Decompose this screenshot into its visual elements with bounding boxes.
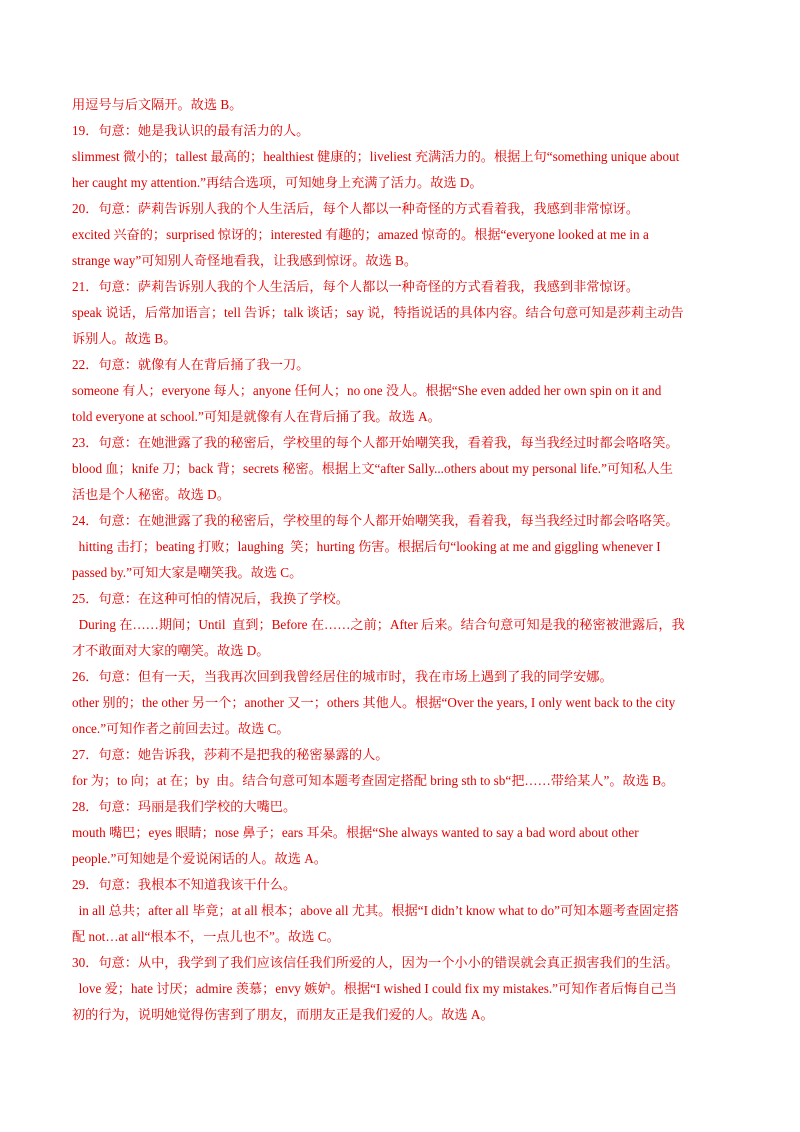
text-line: 27．句意：她告诉我，莎莉不是把我的秘密暴露的人。 (72, 747, 389, 762)
text-line: 28．句意：玛丽是我们学校的大嘴巴。 (72, 799, 297, 814)
text-line: 25．句意：在这种可怕的情况后，我换了学校。 (72, 591, 349, 606)
text-line: 22．句意：就像有人在背后捅了我一刀。 (72, 357, 310, 372)
text-line: mouth 嘴巴；eyes 眼睛；nose 鼻子；ears 耳朵。根据“She always wanted to say a bad word about other (72, 825, 639, 840)
text-line: 用逗号与后文隔开。故选 B。 (72, 97, 243, 112)
text-line: for 为；to 向；at 在；by 由。结合句意可知本题考查固定搭配 bring sth to sb“把……带给某人”。故选 B。 (72, 773, 675, 788)
text-line: her caught my attention.”再结合选项，可知她身上充满了活力。故选 D。 (72, 175, 483, 190)
text-line: 初的行为，说明她觉得伤害到了朋友，而朋友正是我们爱的人。故选 A。 (72, 1007, 494, 1022)
text-line: hitting 击打；beating 打败；laughing 笑；hurting 伤害。根据后句“looking at me and giggling whenever I (72, 539, 661, 554)
text-line: 30．句意：从中，我学到了我们应该信任我们所爱的人，因为一个小小的错误就会真正损害我们的生活。 (72, 955, 679, 970)
text-line: in all 总共；after all 毕竟；at all 根本；above all 尤其。根据“I didn’t know what to do”可知本题考查固定搭 (72, 903, 679, 918)
text-line: strange way”可知别人奇怪地看我，让我感到惊讶。故选 B。 (72, 253, 418, 268)
text-line: 19．句意：她是我认识的最有活力的人。 (72, 123, 310, 138)
text-line: passed by.”可知大家是嘲笑我。故选 C。 (72, 565, 303, 580)
text-line: told everyone at school.”可知是就像有人在背后捅了我。故选 A。 (72, 409, 441, 424)
text-line: speak 说话，后常加语言；tell 告诉；talk 谈话；say 说，特指说话的具体内容。结合句意可知是莎莉主动告 (72, 305, 684, 320)
text-line: slimmest 微小的；tallest 最高的；healthiest 健康的；liveliest 充满活力的。根据上句“something unique about (72, 149, 680, 164)
text-line: 26．句意：但有一天，当我再次回到我曾经居住的城市时，我在市场上遇到了我的同学安娜。 (72, 669, 613, 684)
text-line: excited 兴奋的；surprised 惊讶的；interested 有趣的；amazed 惊奇的。根据“everyone looked at me in a (72, 227, 649, 242)
text-line: 21．句意：萨莉告诉别人我的个人生活后，每个人都以一种奇怪的方式看着我，我感到非常惊讶。 (72, 279, 640, 294)
text-line: once.”可知作者之前回去过。故选 C。 (72, 721, 290, 736)
text-line: 才不敢面对大家的嘲笑。故选 D。 (72, 643, 270, 658)
text-line: 29．句意：我根本不知道我该干什么。 (72, 877, 297, 892)
text-line: During 在……期间；Until 直到；Before 在……之前；After 后来。结合句意可知是我的秘密被泄露后，我 (72, 617, 685, 632)
text-line: 诉别人。故选 B。 (72, 331, 177, 346)
text-line: 活也是个人秘密。故选 D。 (72, 487, 230, 502)
text-line: 23．句意：在她泄露了我的秘密后，学校里的每个人都开始嘲笑我，看着我，每当我经过时都会咯咯笑。 (72, 435, 679, 450)
text-line: people.”可知她是个爱说闲话的人。故选 A。 (72, 851, 327, 866)
text-line: blood 血；knife 刀；back 背；secrets 秘密。根据上文“after Sally...others about my personal life.”可知私人生 (72, 461, 673, 476)
text-line: someone 有人；everyone 每人；anyone 任何人；no one 没人。根据“She even added her own spin on it and (72, 383, 662, 398)
text-line: other 别的；the other 另一个；another 又一；others 其他人。根据“Over the years, I only went back to the city (72, 695, 676, 710)
text-line: 24．句意：在她泄露了我的秘密后，学校里的每个人都开始嘲笑我，看着我，每当我经过时都会咯咯笑。 (72, 513, 679, 528)
text-line: 20．句意：萨莉告诉别人我的个人生活后，每个人都以一种奇怪的方式看着我，我感到非常惊讶。 (72, 201, 640, 216)
text-line: love 爱；hate 讨厌；admire 羡慕；envy 嫉妒。根据“I wished I could fix my mistakes.”可知作者后悔自己当 (72, 981, 677, 996)
answer-explanations (72, 92, 732, 1028)
text-line: 配 not…at all“根本不，一点儿也不”。故选 C。 (72, 929, 340, 944)
